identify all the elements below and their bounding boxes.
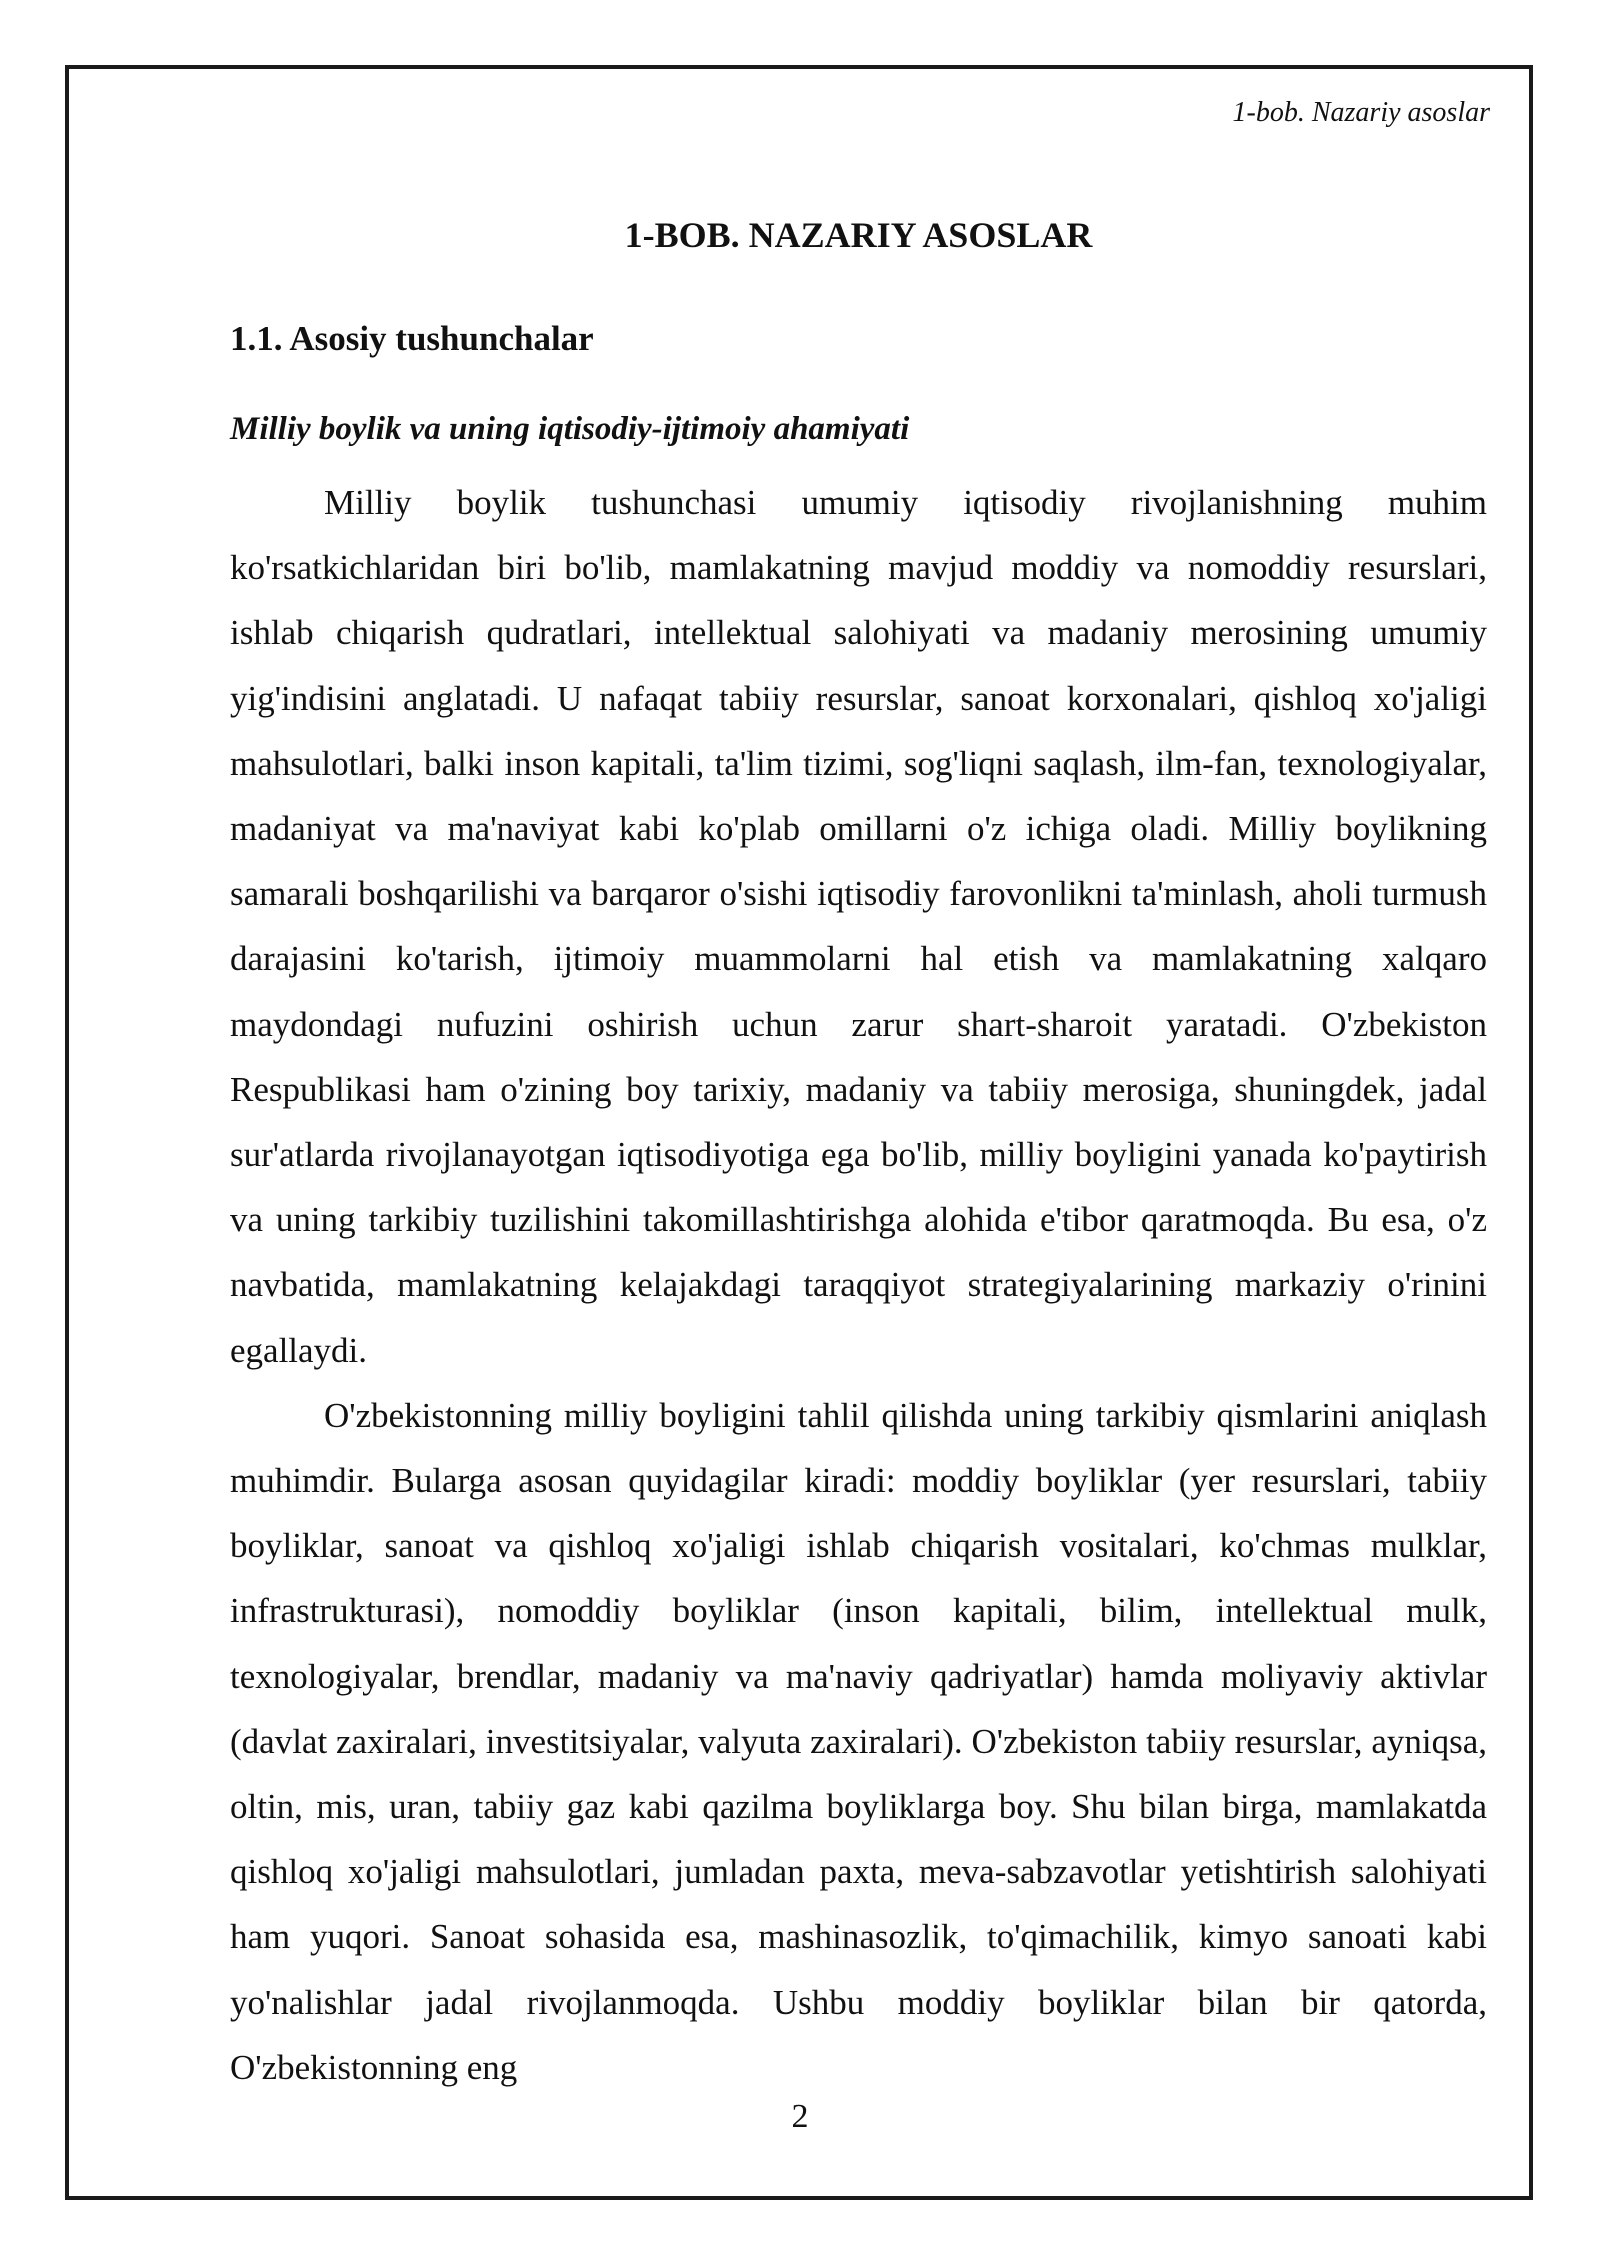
- running-header: 1-bob. Nazariy asoslar: [1232, 97, 1490, 128]
- page-content: [230, 210, 1487, 2100]
- body-paragraph: O'zbekistonning milliy boyligini tahlil qilishda uning tarkibiy qismlarini aniqlash muhimdir. Bularga asosan quyidagilar kiradi: moddiy boyliklar (yer resurslari, tabiiy boyliklar, sanoat va qishloq xo'jaligi ishlab chiqarish vositalari, ko'chmas mulklar, infrastrukturasi), nomoddiy boyliklar (inson kapitali, bilim, intellektual mulk, texnologiyalar, brendlar, madaniy va ma'naviy qadriyatlar) hamda moliyaviy aktivlar (davlat zaxiralari, investitsiyalar, valyuta zaxiralari). O'zbekiston tabiiy resurslar, ayniqsa, oltin, mis, uran, tabiiy gaz kabi qazilma boyliklarga boy. Shu bilan birga, mamlakatda qishloq xo'jaligi mahsulotlari, jumladan paxta, meva-sabzavotlar yetishtirish salohiyati ham yuqori. Sanoat sohasida esa, mashinasozlik, to'qimachilik, kimyo sanoati kabi yo'nalishlar jadal rivojlanmoqda. Ushbu moddiy boyliklar bilan bir qatorda, O'zbekistonning eng: [230, 1395, 1487, 2087]
- subsection-title: Milliy boylik va uning iqtisodiy-ijtimoiy ahamiyati: [230, 411, 910, 447]
- chapter-title: 1-BOB. NAZARIY ASOSLAR: [624, 215, 1093, 255]
- body-paragraph: Milliy boylik tushunchasi umumiy iqtisodiy rivojlanishning muhim ko'rsatkichlaridan biri bo'lib, mamlakatning mavjud moddiy va nomoddiy resurslari, ishlab chiqarish qudratlari, intellektual salohiyati va madaniy merosining umumiy yig'indisini anglatadi. U nafaqat tabiiy resurslar, sanoat korxonalari, qishloq xo'jaligi mahsulotlari, balki inson kapitali, ta'lim tizimi, sog'liqni saqlash, ilm-fan, texnologiyalar, madaniyat va ma'naviyat kabi ko'plab omillarni o'z ichiga oladi. Milliy boylikning samarali boshqarilishi va barqaror o'sishi iqtisodiy farovonlikni ta'minlash, aholi turmush darajasini ko'tarish, ijtimoiy muammolarni hal etish va mamlakatning xalqaro maydondagi nufuzini oshirish uchun zarur shart-sharoit yaratadi. O'zbekiston Respublikasi ham o'zining boy tarixiy, madaniy va tabiiy merosiga, shuningdek, jadal sur'atlarda rivojlanayotgan iqtisodiyotiga ega bo'lib, milliy boyligini yanada ko'paytirish va uning tarkibiy tuzilishini takomillashtirishga alohida e'tibor qaratmoqda. Bu esa, o'z navbatida, mamlakatning kelajakdagi taraqqiyot strategiyalarining markaziy o'rinini egallaydi.: [230, 483, 1487, 1370]
- page-number: 2: [791, 2098, 809, 2135]
- section-title: 1.1. Asosiy tushunchalar: [230, 319, 594, 358]
